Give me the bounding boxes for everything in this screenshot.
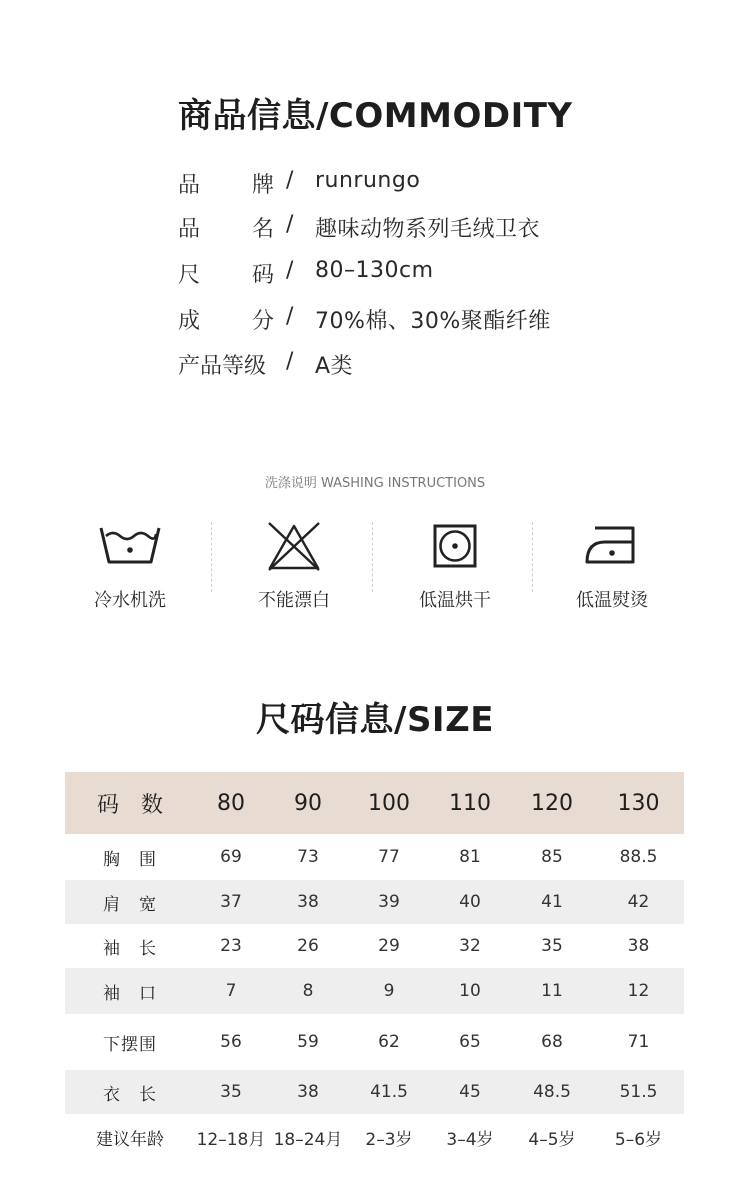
table-cell: 29 bbox=[378, 936, 400, 956]
table-cell: 45 bbox=[429, 1070, 511, 1114]
divider bbox=[372, 522, 373, 592]
table-cell: 35 bbox=[541, 936, 563, 956]
table-cell: 5–6岁 bbox=[614, 1129, 663, 1150]
info-separator: / bbox=[286, 258, 294, 283]
wash-item-no-bleach bbox=[234, 520, 354, 620]
commodity-title: 商品信息/COMMODITY bbox=[178, 96, 573, 136]
size-table bbox=[65, 772, 684, 1160]
row-label: 衣 长 bbox=[65, 1070, 195, 1114]
info-separator: / bbox=[286, 168, 294, 193]
size-header-row bbox=[65, 772, 684, 834]
table-row bbox=[65, 968, 684, 1014]
table-cell: 85 bbox=[541, 847, 563, 867]
table-cell: 18–24月 bbox=[273, 1129, 343, 1150]
info-value: runrungo bbox=[315, 168, 421, 193]
table-cell: 77 bbox=[378, 847, 400, 867]
size-header-cell: 130 bbox=[593, 772, 684, 834]
info-key: 品 bbox=[178, 217, 201, 242]
table-cell: 32 bbox=[459, 936, 481, 956]
info-value: 趣味动物系列毛绒卫衣 bbox=[315, 217, 541, 242]
table-cell: 56 bbox=[220, 1032, 242, 1052]
table-cell: 62 bbox=[378, 1032, 400, 1052]
table-cell: 73 bbox=[297, 847, 319, 867]
info-key: 产品等级 bbox=[178, 354, 267, 379]
table-cell: 42 bbox=[593, 880, 684, 924]
size-header-label: 码 数 bbox=[65, 772, 195, 834]
info-key: 成 bbox=[178, 309, 201, 334]
info-key: 牌 bbox=[252, 173, 275, 198]
info-key: 名 bbox=[252, 217, 275, 242]
row-label: 袖 口 bbox=[65, 968, 195, 1014]
table-cell: 4–5岁 bbox=[528, 1129, 576, 1150]
table-cell: 68 bbox=[541, 1032, 563, 1052]
table-cell: 41.5 bbox=[349, 1070, 429, 1114]
info-key: 分 bbox=[252, 309, 275, 334]
table-row bbox=[65, 924, 684, 968]
table-row bbox=[65, 834, 684, 880]
info-value: 80–130cm bbox=[315, 258, 434, 283]
row-label: 袖 长 bbox=[103, 938, 157, 959]
info-separator: / bbox=[286, 304, 294, 329]
table-cell: 38 bbox=[627, 936, 650, 956]
divider bbox=[211, 522, 212, 592]
size-title: 尺码信息/SIZE bbox=[256, 700, 494, 740]
tumble-dry-low-icon bbox=[431, 520, 479, 568]
table-cell: 48.5 bbox=[511, 1070, 593, 1114]
table-cell: 23 bbox=[220, 936, 242, 956]
iron-low-icon bbox=[583, 520, 641, 566]
size-header-cell: 80 bbox=[195, 772, 267, 834]
info-value: A类 bbox=[315, 354, 354, 379]
table-cell: 37 bbox=[195, 880, 267, 924]
row-label: 建议年龄 bbox=[96, 1129, 164, 1150]
table-cell: 3–4岁 bbox=[446, 1129, 494, 1150]
wash-label: 不能漂白 bbox=[258, 590, 330, 611]
row-label: 下摆围 bbox=[103, 1034, 157, 1055]
info-separator: / bbox=[286, 349, 294, 374]
table-cell: 41 bbox=[511, 880, 593, 924]
table-cell: 8 bbox=[267, 968, 349, 1014]
size-header-cell: 120 bbox=[511, 772, 593, 834]
info-key: 尺 bbox=[178, 263, 201, 288]
table-cell: 38 bbox=[267, 1070, 349, 1114]
table-cell: 88.5 bbox=[619, 847, 658, 867]
size-header-cell: 90 bbox=[267, 772, 349, 834]
info-key: 码 bbox=[252, 263, 275, 288]
table-cell: 59 bbox=[297, 1032, 319, 1052]
divider bbox=[532, 522, 533, 592]
table-cell: 69 bbox=[220, 847, 242, 867]
table-row bbox=[65, 1014, 684, 1070]
wash-label: 低温烘干 bbox=[419, 590, 491, 611]
table-cell: 10 bbox=[429, 968, 511, 1014]
table-cell: 38 bbox=[267, 880, 349, 924]
table-cell: 2–3岁 bbox=[365, 1129, 413, 1150]
wash-label: 低温熨烫 bbox=[576, 590, 648, 611]
table-row bbox=[65, 880, 684, 924]
table-cell: 71 bbox=[627, 1032, 650, 1052]
do-not-bleach-icon bbox=[266, 520, 322, 572]
table-cell: 9 bbox=[349, 968, 429, 1014]
table-cell: 51.5 bbox=[593, 1070, 684, 1114]
row-label: 胸 围 bbox=[103, 849, 157, 870]
machine-wash-cold-icon bbox=[98, 520, 162, 566]
info-value: 70%棉、30%聚酯纤维 bbox=[315, 309, 551, 334]
table-cell: 35 bbox=[195, 1070, 267, 1114]
wash-item-tumble-dry bbox=[395, 520, 515, 620]
table-cell: 12 bbox=[593, 968, 684, 1014]
wash-item-machine-wash bbox=[70, 520, 190, 620]
size-header-cell: 100 bbox=[349, 772, 429, 834]
wash-item-iron-low bbox=[552, 520, 672, 620]
table-cell: 7 bbox=[195, 968, 267, 1014]
wash-label: 冷水机洗 bbox=[94, 590, 166, 611]
table-row bbox=[65, 1114, 684, 1160]
table-cell: 81 bbox=[459, 847, 481, 867]
table-cell: 65 bbox=[459, 1032, 481, 1052]
info-key: 品 bbox=[178, 173, 201, 198]
table-cell: 39 bbox=[349, 880, 429, 924]
table-row bbox=[65, 1070, 684, 1114]
size-header-cell: 110 bbox=[429, 772, 511, 834]
table-cell: 40 bbox=[429, 880, 511, 924]
table-cell: 26 bbox=[297, 936, 319, 956]
table-cell: 12–18月 bbox=[196, 1129, 266, 1150]
row-label: 肩 宽 bbox=[65, 880, 195, 924]
table-cell: 11 bbox=[511, 968, 593, 1014]
washing-title: 洗涤说明 WASHING INSTRUCTIONS bbox=[264, 476, 486, 491]
info-separator: / bbox=[286, 212, 294, 237]
